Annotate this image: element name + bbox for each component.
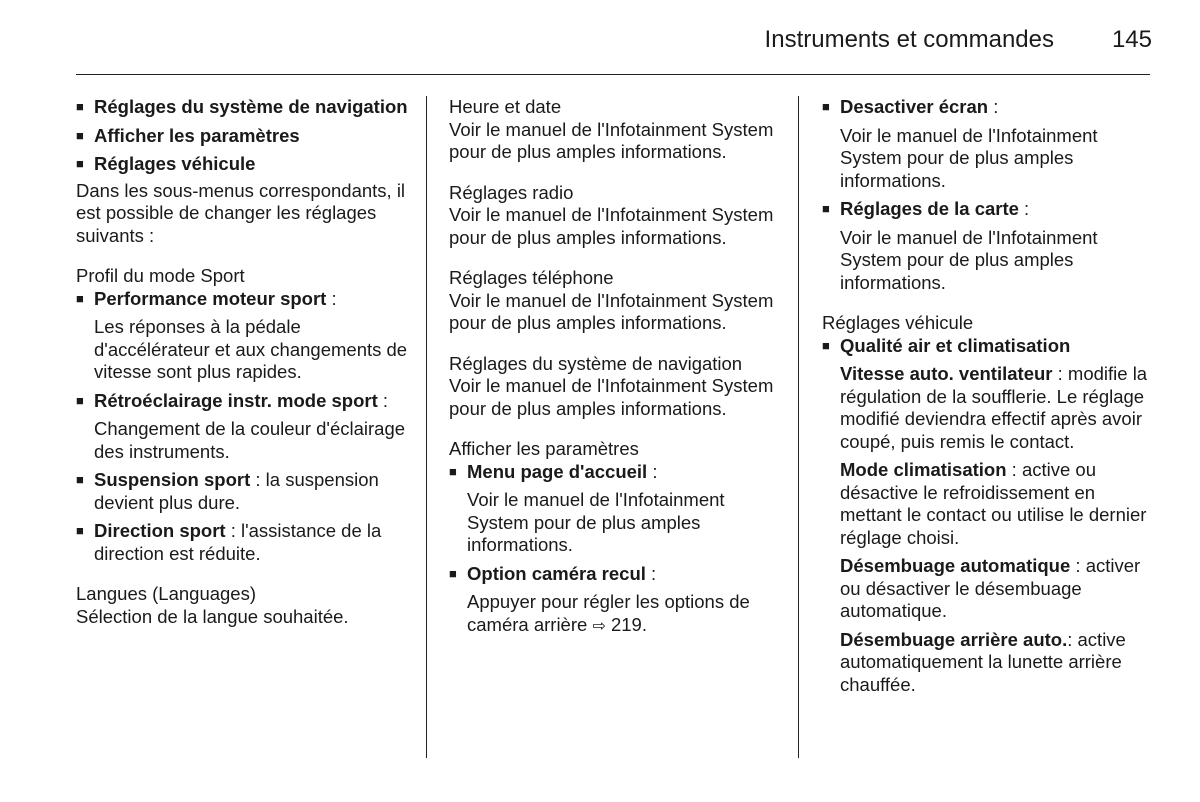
vit-label: Vitesse auto. ventilateur (840, 363, 1053, 384)
ecran-label: Desactiver écran (840, 96, 989, 117)
clim-desc: : active ou désactive le refroidissement en mettant le contact ou utilise le dernier réglage choisi. (840, 459, 1147, 548)
desemb-item (822, 555, 1152, 623)
intro-paragraph: Dans les sous-menus correspondants, il est possible de changer les réglages suivants : (76, 179, 406, 246)
retro-item (76, 390, 411, 413)
dir-item (76, 520, 411, 565)
dir-desc: : l'assistance de la direction est réduite. (94, 520, 382, 564)
column-divider-1 (426, 96, 427, 758)
page-number: 145 (1111, 26, 1152, 53)
column-3 (822, 96, 1152, 696)
carte-colon: : (1018, 198, 1030, 219)
perf-colon: : (326, 287, 337, 309)
ecran-item (822, 96, 1152, 119)
susp-label: Suspension sport (94, 469, 251, 490)
cam-item (449, 563, 779, 586)
veh-heading: Réglages véhicule (822, 312, 974, 333)
carte-item (822, 198, 1152, 221)
vit-desc: : modifie la régulation de la soufflerie. Le réglage modifié deviendra effectif après avoir coupé, puis remis le contact. (840, 363, 1148, 452)
qual-item: ■ Qualité air et climatisation (822, 335, 1152, 358)
menu-item (449, 461, 779, 484)
perf-label: Performance moteur sport (94, 287, 327, 309)
desemb-label: Désembuage automatique (840, 555, 1071, 576)
menu-label: Menu page d'accueil (467, 460, 648, 482)
lang-heading: Langues (Languages) (76, 583, 257, 604)
perf-desc: Les réponses à la pédale d'accélérateur et aux changements de vitesse sont plus rapides. (94, 316, 408, 382)
bullet-display-settings: ■ Afficher les paramètres (76, 125, 411, 148)
cam-ref: 219. (605, 613, 647, 635)
lang-desc: Sélection de la langue souhaitée. (76, 605, 349, 627)
nav-heading: Réglages du système de navigation (449, 352, 743, 374)
radio-desc: Voir le manuel de l'Infotainment System pour de plus amples informations. (449, 204, 774, 248)
dir-label: Direction sport (94, 520, 226, 541)
heure-heading: Heure et date (449, 96, 562, 117)
desembarr-label: Désembuage arrière auto. (840, 628, 1068, 650)
retro-desc: Changement de la couleur d'éclairage des instruments. (94, 418, 406, 462)
heure-desc: Voir le manuel de l'Infotainment System pour de plus amples informations. (449, 118, 774, 162)
cross-reference-arrow-icon: ⇨ (592, 617, 606, 635)
desembarr-item (822, 629, 1152, 697)
column-divider-2 (798, 96, 799, 758)
tel-heading: Réglages téléphone (449, 267, 614, 288)
cam-label: Option caméra recul (467, 562, 646, 584)
tel-desc: Voir le manuel de l'Infotainment System pour de plus amples informations. (449, 289, 774, 333)
page-header-title: Instruments et commandes (764, 26, 1054, 53)
susp-item (76, 469, 411, 514)
carte-label: Réglages de la carte (840, 198, 1019, 219)
header-divider (76, 74, 1150, 75)
bullet-vehicle-settings: ■ Réglages véhicule (76, 153, 411, 176)
clim-label: Mode climatisation (840, 459, 1007, 480)
cam-desc (449, 591, 779, 638)
aff-heading: Afficher les paramètres (449, 438, 639, 459)
perf-item (76, 288, 411, 311)
column-2 (449, 96, 779, 638)
cam-colon: : (645, 562, 657, 584)
column-1 (76, 96, 411, 628)
clim-item (822, 459, 1152, 549)
sport-heading: Profil du mode Sport (76, 265, 245, 286)
susp-desc: : la suspension devient plus dure. (94, 469, 379, 513)
retro-colon: : (377, 389, 389, 411)
retro-label: Rétroéclairage instr. mode sport (94, 389, 378, 411)
radio-heading: Réglages radio (449, 181, 574, 203)
cam-desc-text: Appuyer pour régler les options de caméra arrière (467, 591, 750, 635)
bullet-nav-settings: ■ Réglages du système de navigation (76, 96, 411, 119)
nav-desc: Voir le manuel de l'Infotainment System pour de plus amples informations. (449, 375, 774, 419)
ecran-desc: Voir le manuel de l'Infotainment System pour de plus amples informations. (840, 124, 1098, 191)
vit-item (822, 363, 1152, 453)
menu-colon: : (647, 460, 658, 482)
carte-desc: Voir le manuel de l'Infotainment System pour de plus amples informations. (840, 226, 1098, 293)
menu-desc: Voir le manuel de l'Infotainment System pour de plus amples informations. (467, 489, 725, 555)
desemb-desc: : activer ou désactiver le désembuage automatique. (840, 555, 1141, 621)
ecran-colon: : (988, 96, 999, 117)
desembarr-desc: : active automatiquement la lunette arrière chauffée. (840, 628, 1126, 695)
